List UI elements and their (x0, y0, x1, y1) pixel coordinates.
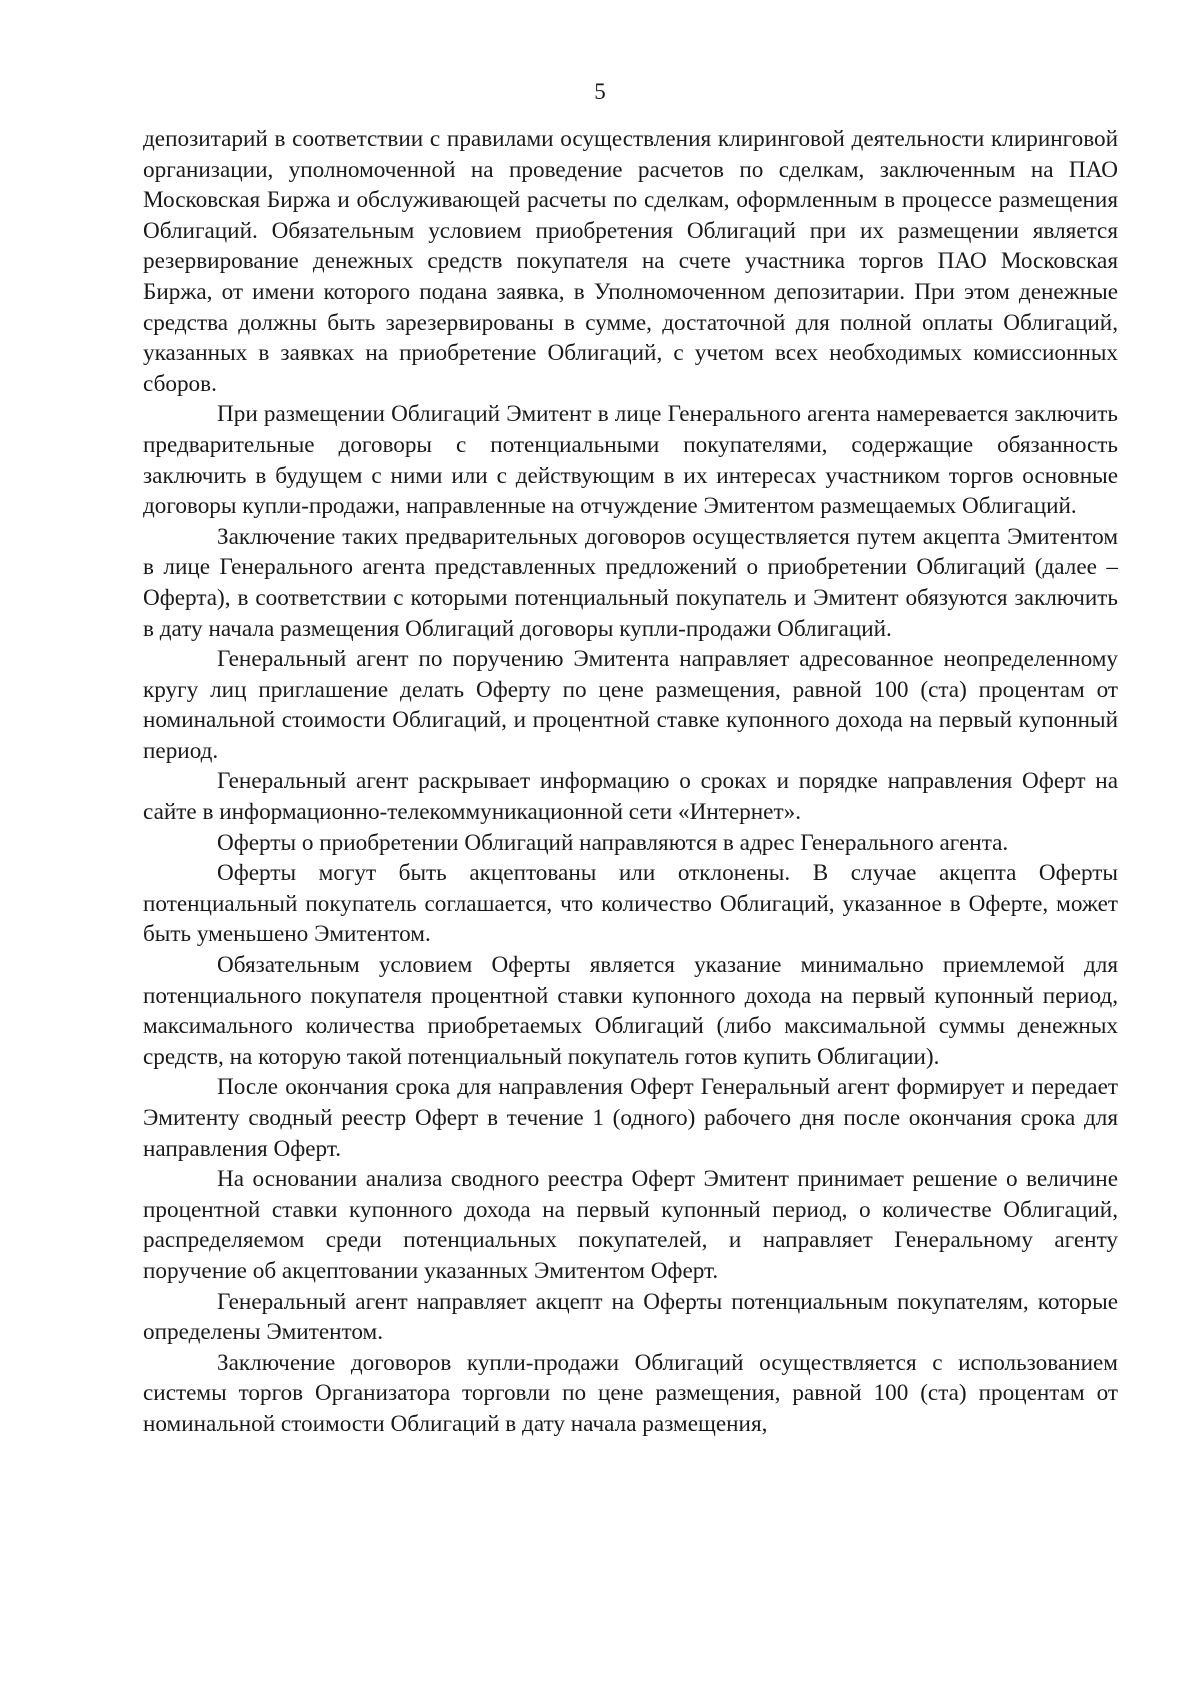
paragraph-offer-registry: После окончания срока для направления Оферт Генеральный агент формирует и передает Эмитенту сводный реестр Оферт в течение 1 (одного) рабочего дня после окончания срока для направления Оферт. (143, 1074, 1118, 1162)
paragraph-invitation: Генеральный агент по поручению Эмитента направляет адресованное неопределенному кругу лиц приглашение делать Оферту по цене размещения, равной 100 (ста) процентам от номинальной стоимости Облигаций, и процентной ставке купонного дохода на первый купонный период. (143, 646, 1118, 764)
document-body (143, 124, 1118, 1440)
paragraph-offer-rejection: Оферты могут быть акцептованы или отклонены. В случае акцепта Оферты потенциальный покупатель соглашается, что количество Облигаций, указанное в Оферте, может быть уменьшено Эмитентом. (143, 860, 1118, 948)
paragraph-offer-address: Оферты о приобретении Облигаций направляются в адрес Генерального агента. (217, 829, 1009, 856)
paragraph-continuation: депозитарий в соответствии с правилами осуществления клиринговой деятельности клиринговой организации, уполномоченной на проведение расчетов по сделкам, заключенным на ПАО Московская Биржа и обслуживающей расчеты по сделкам, оформленным в процессе размещения Облигаций. Обязательным условием приобретения Облигаций при их размещении является резервирование денежных средств покупателя на счете участника торгов ПАО Московская Биржа, от имени которого подана заявка, в Уполномоченном депозитарии. При этом денежные средства должны быть зарезервированы в сумме, достаточной для полной оплаты Облигаций, указанных в заявках на приобретение Облигаций, с учетом всех необходимых комиссионных сборов. (143, 126, 1118, 397)
paragraph-offer-acceptance: Заключение таких предварительных договоров осуществляется путем акцепта Эмитентом в лице Генерального агента представленных предложений о приобретении Облигаций (далее – Оферта), в соответствии с которыми потенциальный покупатель и Эмитент обязуются заключить в дату начала размещения Облигаций договоры купли-продажи Облигаций. (143, 523, 1118, 642)
page-number: 5 (594, 79, 606, 104)
paragraph-issuer-decision: На основании анализа сводного реестра Оферт Эмитент принимает решение о величине процентной ставки купонного дохода на первый купонный период, о количестве Облигаций, распределяемом среди потенциальных покупателей, и направляет Генеральному агенту поручение об акцептовании указанных Эмитентом Оферт. (143, 1166, 1118, 1284)
paragraph-sale-contracts: Заключение договоров купли-продажи Облигаций осуществляется с использованием системы торгов Организатора торговли по цене размещения, равной 100 (ста) процентам от номинальной стоимости Облигаций в дату начала размещения, (143, 1349, 1118, 1437)
paragraph-acceptance-sending: Генеральный агент направляет акцепт на Оферты потенциальным покупателям, которые определены Эмитентом. (143, 1288, 1118, 1346)
paragraph-offer-conditions: Обязательным условием Оферты является указание минимально приемлемой для потенциального покупателя процентной ставки купонного дохода на первый купонный период, максимального количества приобретаемых Облигаций (либо максимальной суммы денежных средств, на которую такой потенциальный покупатель готов купить Облигации). (143, 952, 1118, 1070)
paragraph-disclosure: Генеральный агент раскрывает информацию о сроках и порядке направления Оферт на сайте в информационно-телекоммуникационной сети «Интернет». (143, 768, 1118, 826)
paragraph-preliminary-contracts: При размещении Облигаций Эмитент в лице Генерального агента намеревается заключить предварительные договоры с потенциальными покупателями, содержащие обязанность заключить в будущем с ними или с действующим в их интересах участником торгов основные договоры купли-продажи, направленные на отчуждение Эмитентом размещаемых Облигаций. (143, 401, 1118, 520)
